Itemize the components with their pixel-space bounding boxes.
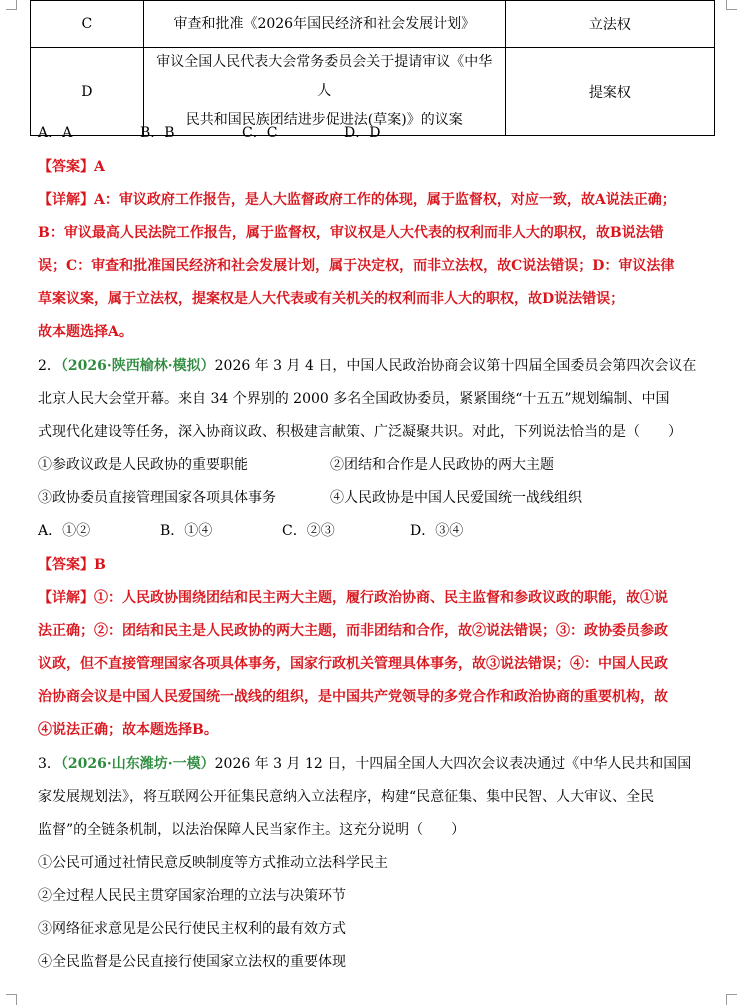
q1-answer: 【答案】A [38, 159, 105, 175]
question-number: 3． [38, 756, 61, 772]
q2-statements-row [38, 488, 718, 508]
crop-mark-top-right [726, 0, 737, 10]
q2-stem-first [38, 356, 718, 376]
q3-stem-first [38, 754, 718, 774]
q2-detail-line: 治协商会议是中国人民爱国统一战线的组织，是中国共产党领导的多党合作和政治协商的重要机构，故 [38, 689, 668, 705]
option: C．C [242, 125, 278, 141]
crop-mark-bottom-left [6, 994, 17, 1005]
statement: ①参政议政是人民政协的重要职能 [38, 457, 248, 473]
q2-statements-row [38, 455, 718, 475]
table-cell-line: 审议全国人民代表大会常务委员会关于提请审议《中华人 [156, 54, 493, 99]
statement: ②团结和合作是人民政协的两大主题 [330, 457, 554, 473]
q2-detail-line: 议政，但不直接管理国家各项具体事务，国家行政机关管理具体事务，故③说法错误；④：中国人民政 [38, 656, 668, 672]
table-cell-power: 立法权 [505, 1, 714, 48]
crop-mark-bottom-right [726, 994, 737, 1005]
crop-mark-top-left [6, 0, 17, 10]
table-cell-content: 审查和批准《2026年国民经济和社会发展计划》 [143, 1, 505, 48]
q2-stem-line: 北京人民大会堂开幕。来自 34 个界别的 2000 多名全国政协委员，紧紧围绕“十五五”规划编制、中国 [38, 391, 670, 407]
q3-statement: ④全民监督是公民直接行使国家立法权的重要体现 [38, 954, 346, 970]
option: B．①④ [160, 523, 213, 539]
q1-detail-line: 【详解】A：审议政府工作报告，是人大监督政府工作的体现，属于监督权，对应一致，故A说法正确； [38, 192, 676, 208]
table-cell-label: D [31, 48, 144, 136]
options-table [30, 0, 715, 136]
q3-statement: ②全过程人民民主贯穿国家治理的立法与决策环节 [38, 888, 346, 904]
statement: ④人民政协是中国人民爱国统一战线组织 [330, 490, 582, 506]
table-cell-line: 民共和国民族团结进步促进法(草案)》的议案 [185, 112, 463, 128]
option: A．A [38, 125, 73, 141]
question-source: （2026·陕西榆林·模拟） [60, 358, 215, 374]
q3-statement: ①公民可通过社情民意反映制度等方式推动立法科学民主 [38, 855, 388, 871]
q1-detail-line: 草案议案，属于立法权，提案权是人大代表或有关机关的权利而非人大的职权，故D说法错误； [38, 291, 625, 307]
option: D．D [344, 125, 381, 141]
q2-detail-line: 【详解】①：人民政协围绕团结和民主两大主题，履行政治协商、民主监督和参政议政的职能，故①说 [38, 590, 668, 606]
option: B．B [140, 125, 175, 141]
question-stem: 2026 年 3 月 4 日，中国人民政治协商会议第十四届全国委员会第四次会议在 [214, 358, 697, 374]
q3-statement: ③网络征求意见是公民行使民主权利的最有效方式 [38, 921, 346, 937]
question-source: （2026·山东潍坊·一模） [60, 756, 215, 772]
q2-options [38, 521, 718, 541]
q2-answer: 【答案】B [38, 557, 106, 573]
q1-detail-line: B：审议最高人民法院工作报告，属于监督权，审议权是人大代表的权利而非人大的职权，故B说法错 [38, 225, 664, 241]
q2-stem-line: 式现代化建设等任务，深入协商议政、积极建言献策、广泛凝聚共识。对此，下列说法恰当的是（ ） [38, 424, 682, 440]
table-row [31, 1, 715, 48]
option: A．①② [38, 523, 91, 539]
q2-detail-line: ④说法正确；故本题选择B。 [38, 722, 218, 738]
q3-stem-line: 监督”的全链条机制，以法治保障人民当家作主。这充分说明（ ） [38, 822, 466, 838]
option: D．③④ [410, 523, 464, 539]
q1-detail-line: 误；C：审查和批准国民经济和社会发展计划，属于决定权，而非立法权，故C说法错误；D：审议法律 [38, 258, 675, 274]
option: C．②③ [282, 523, 335, 539]
question-number: 2． [38, 358, 61, 374]
q3-stem-line: 家发展规划法》，将互联网公开征集民意纳入立法程序，构建“民意征集、集中民智、人大审议、全民 [38, 789, 655, 805]
q1-options [38, 123, 718, 143]
question-stem: 2026 年 3 月 12 日，十四届全国人大四次会议表决通过《中华人民共和国国 [214, 756, 692, 772]
q2-detail-line: 法正确；②：团结和民主是人民政协的两大主题，而非团结和合作，故②说法错误；③：政协委员参政 [38, 623, 668, 639]
table-cell-label: C [31, 1, 144, 48]
statement: ③政协委员直接管理国家各项具体事务 [38, 490, 276, 506]
table-cell-power: 提案权 [505, 48, 714, 136]
q1-detail-line: 故本题选择A。 [38, 324, 133, 340]
